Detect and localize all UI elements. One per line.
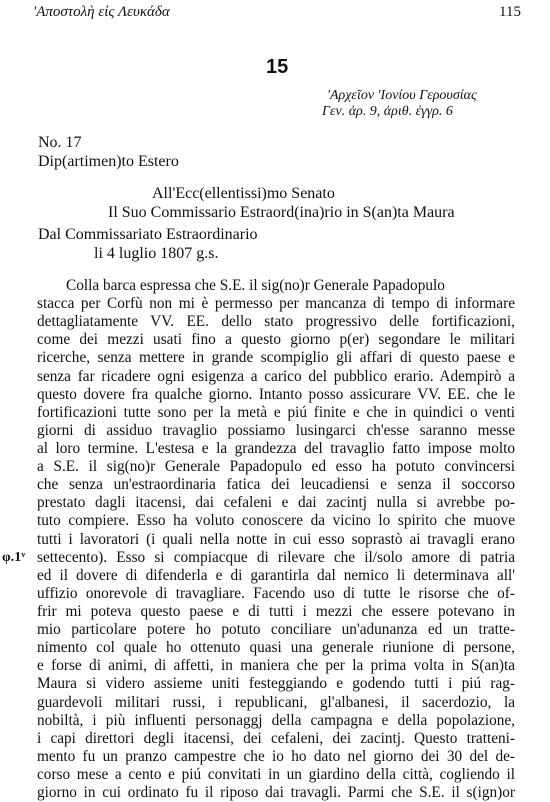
body-line: e forse di animi, di affetti, in maniera che per la prima volta in S(an)ta [37,657,515,675]
sender-line: Il Suo Commissario Estraord(ina)rio in S(an)ta Maura [108,204,455,221]
body-line: giorni di assiduo travaglio possiamo lusingarci ch'esse saranno messe [37,421,515,439]
letter-number: No. 17 [38,134,82,151]
body-line: i capi direttori degli itacensi, dei cefaleni, dei zacintj. Questo tratteni- [37,729,515,747]
body-line: mio particolare potere ho potuto conciliare un'adunanza ed un tratte- [37,621,515,638]
archive-reference-line: Γεν. ἀρ. 9, ἀριθ. ἐγγρ. 6 [322,104,453,119]
document-number: 15 [266,56,289,78]
body-line: come dei mezzi usati fino a questo giorno p(er) segondare le militari [37,331,515,349]
body-line: uffizio onorevole di travagliare. Facendo uso di tutte le risorse che of- [37,584,515,602]
body-line: senza far ricadere ogni esigenza a carico del pubblico erario. Adempirò a [37,367,515,385]
addressee-line: All'Ecc(ellentissi)mo Senato [152,185,335,202]
margin-folio-note: φ.1ᵛ [2,550,26,565]
body-line: Colla barca espressa che S.E. il sig(no)r Generale Papadopulo [66,277,445,294]
body-line: stacca per Corfù non mi è permesso per mancanza di tempo di informare [37,295,515,313]
date-line: li 4 luglio 1807 g.s. [94,245,219,262]
body-line: tutti i lavoratori (i quali nella notte in cui esso soprastò ai travagli erano [37,530,515,548]
body-line: al loro termine. L'estesa e la grandezza del travaglio fatto impose molto [37,440,515,457]
body-line: nobiltà, i più influenti personaggj della campagna e della popolazione, [37,711,515,729]
body-line: mento fu un pranzo campestre che io ho dato nel giorno dei 30 del de- [37,747,515,765]
body-line: Maura si videro assieme uniti festeggiando e godendo tutti i piú rag- [37,675,515,693]
archive-source-line: 'Αρχεῖον 'Ιονίου Γερουσίας [327,88,477,103]
body-line: ricerche, senza mettere in grande scompiglio gli affari di questo paese e [37,349,515,367]
body-line: questo dovere fra qualche giorno. Intanto posso assicurare VV. EE. che le [37,385,515,403]
body-line: a S.E. il sig(no)r Generale Papadopulo ed esso ha potuto convincersi [37,458,515,476]
body-line: giorno in cui ordinato fu il riposo dai travagli. Parmi che S.E. il s(ign)or [37,784,515,801]
body-line: guardevoli militari russi, i republicani, gl'albanesi, il sacerdozio, la [37,693,515,711]
department-line: Dip(artimen)to Estero [38,153,179,170]
body-line: ed il dovere di difenderla e di garantirla dal nemico li determinava all' [37,566,515,584]
body-line: settecento). Esso si compiacque di rilevare che il/solo amore di patria [37,548,515,566]
body-line: tuto compiere. Esso ha voluto conoscere da vicino lo spirito che muove [37,512,515,530]
body-line: corso mese a cento e piú convitati in un giardino della città, cogliendo il [37,765,515,783]
page-number: 115 [499,4,521,20]
origin-line: Dal Commissariato Estraordinario [38,226,258,243]
body-line: nimento col quale ho ottenuto quasi una generale riunione di persone, [37,639,515,657]
body-line: fortificazioni tutte sono per la metà e piú finite e che in quindici o venti [37,403,515,421]
running-head: 'Αποστολὴ εἰς Λευκάδα [33,4,170,20]
body-line: che senza un'estraordinaria fatica dei leucadiensi e senza il soccorso [37,476,515,494]
body-line: frir mi poteva questo paese e di tutti i mezzi che essere potevano in [37,602,515,620]
body-line: dettagliatamente VV. EE. dello stato progressivo delle fortificazioni, [37,313,515,331]
body-line: prestato dagli itacensi, dai cefaleni e dai zacintj nulla si avrebbe po- [37,494,515,512]
